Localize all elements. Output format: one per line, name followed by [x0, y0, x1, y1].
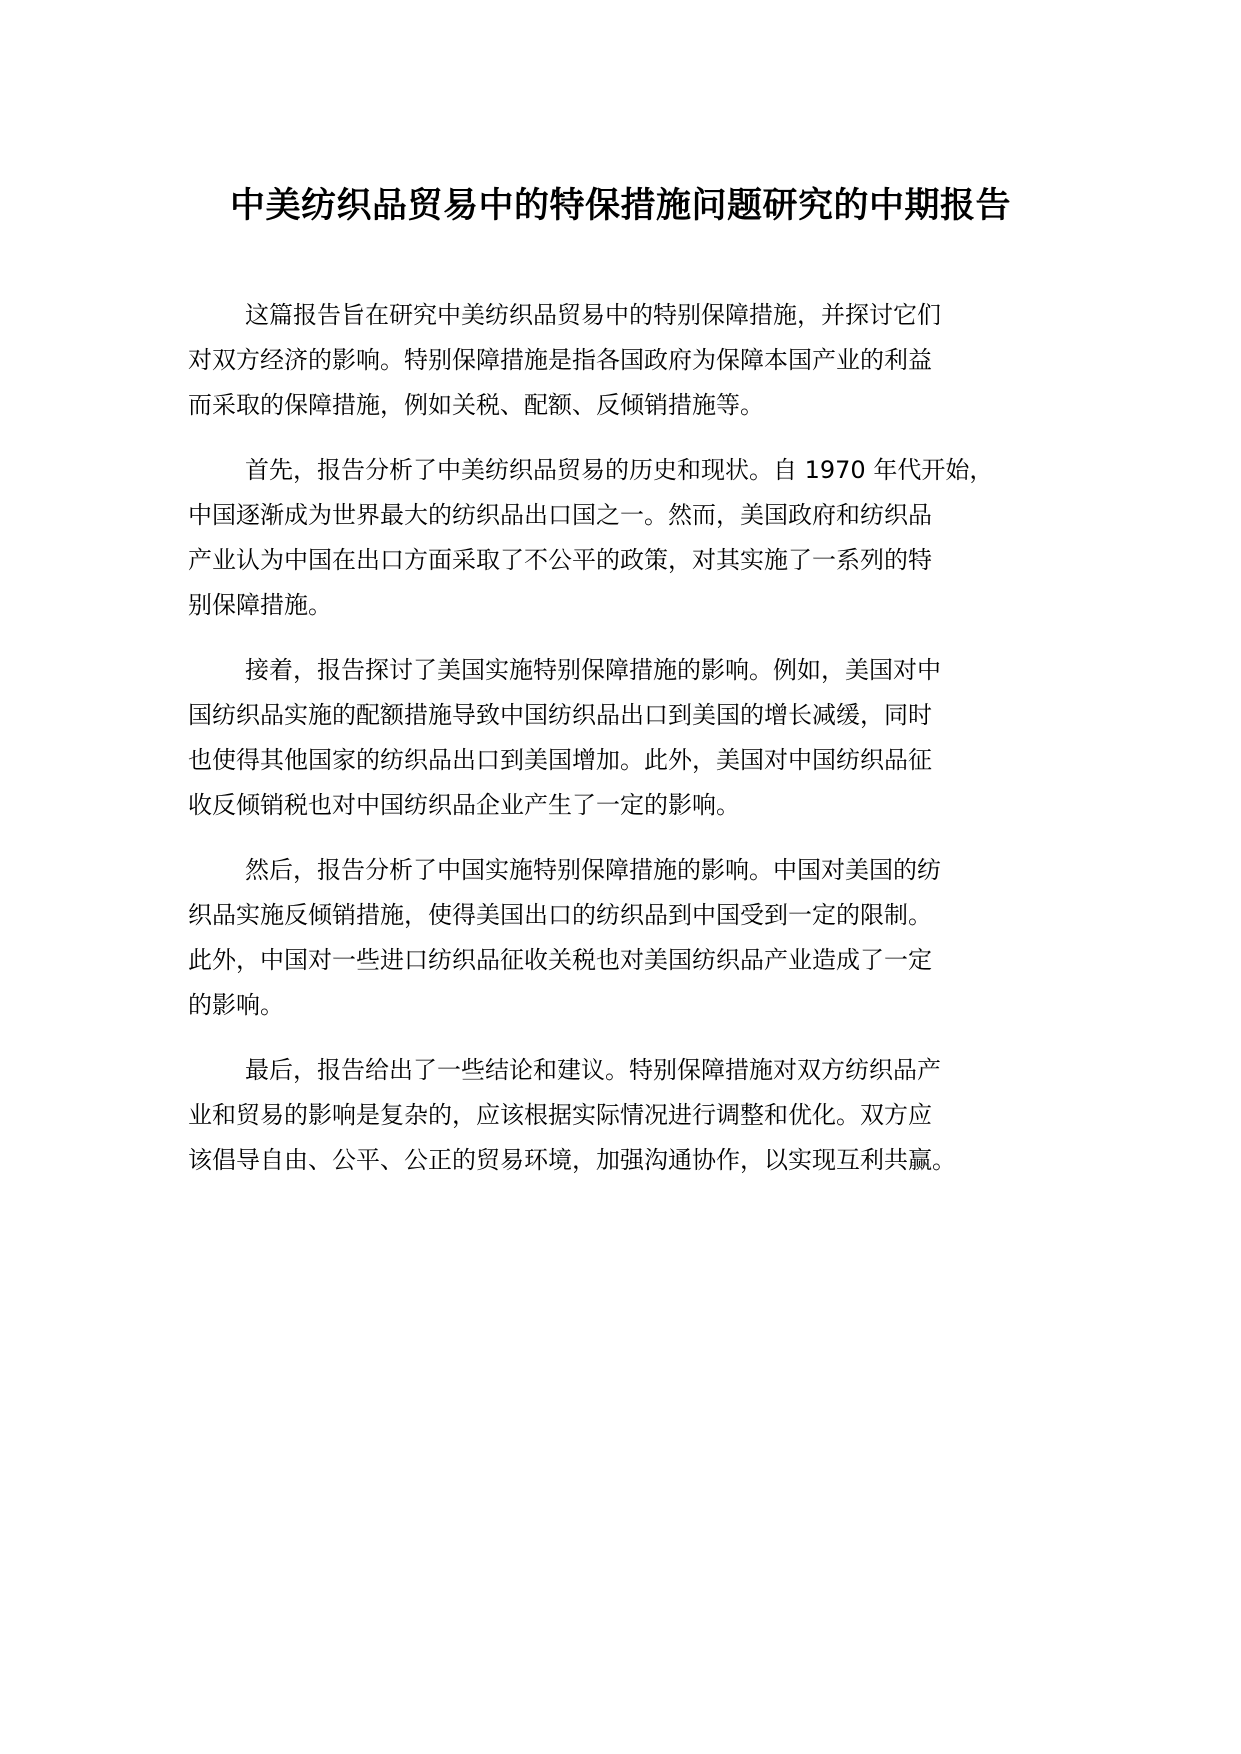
paragraph-line: 业和贸易的影响是复杂的，应该根据实际情况进行调整和优化。双方应 [188, 1101, 932, 1129]
document-body [188, 293, 1088, 1203]
paragraph-line: 接着，报告探讨了美国实施特别保障措施的影响。例如，美国对中 [245, 656, 941, 684]
document-title: 中美纺织品贸易中的特保措施问题研究的中期报告 [229, 186, 1011, 226]
paragraph-line: 最后，报告给出了一些结论和建议。特别保障措施对双方纺织品产 [245, 1056, 941, 1084]
paragraph-line: 首先，报告分析了中美纺织品贸易的历史和现状。自 1970 年代开始， [245, 456, 994, 484]
paragraph-line: 国纺织品实施的配额措施导致中国纺织品出口到美国的增长减缓，同时 [188, 701, 932, 729]
paragraph-line: 这篇报告旨在研究中美纺织品贸易中的特别保障措施，并探讨它们 [245, 301, 941, 329]
paragraph-line: 该倡导自由、公平、公正的贸易环境，加强沟通协作，以实现互利共赢。 [188, 1146, 956, 1174]
paragraph-line: 收反倾销税也对中国纺织品企业产生了一定的影响。 [188, 791, 740, 819]
paragraph-line: 中国逐渐成为世界最大的纺织品出口国之一。然而，美国政府和纺织品 [188, 501, 932, 529]
paragraph-conclusion [188, 1048, 1088, 1183]
paragraph-us-impact [188, 648, 1088, 828]
paragraph-line: 织品实施反倾销措施，使得美国出口的纺织品到中国受到一定的限制。 [188, 901, 932, 929]
paragraph-line: 此外，中国对一些进口纺织品征收关税也对美国纺织品产业造成了一定 [188, 946, 932, 974]
paragraph-line: 对双方经济的影响。特别保障措施是指各国政府为保障本国产业的利益 [188, 346, 932, 374]
paragraph-line: 产业认为中国在出口方面采取了不公平的政策，对其实施了一系列的特 [188, 546, 932, 574]
paragraph-line: 也使得其他国家的纺织品出口到美国增加。此外，美国对中国纺织品征 [188, 746, 932, 774]
paragraph-intro [188, 293, 1088, 428]
paragraph-line: 别保障措施。 [188, 591, 332, 619]
paragraph-line: 的影响。 [188, 991, 284, 1019]
paragraph-line: 然后，报告分析了中国实施特别保障措施的影响。中国对美国的纺 [245, 856, 941, 884]
paragraph-line: 而采取的保障措施，例如关税、配额、反倾销措施等。 [188, 391, 764, 419]
paragraph-history [188, 448, 1088, 628]
paragraph-china-impact [188, 848, 1088, 1028]
